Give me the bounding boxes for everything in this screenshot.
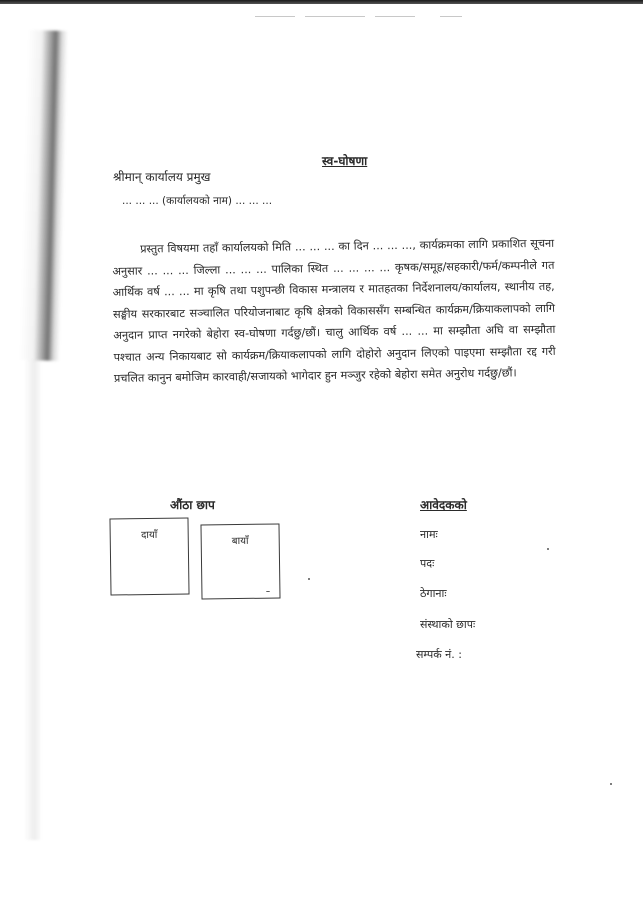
applicant-address-label: ठेगानाः xyxy=(420,587,447,600)
scan-fold-shadow xyxy=(19,30,68,361)
left-thumb-label: बायाँ xyxy=(231,535,249,548)
document-title: स्व-घोषणा xyxy=(322,154,368,168)
scan-speck xyxy=(547,548,549,550)
scan-artifact-line xyxy=(255,16,295,17)
left-thumbprint-box xyxy=(200,523,280,599)
scan-top-edge xyxy=(0,0,643,4)
applicant-position-label: पदः xyxy=(420,557,435,570)
addressee: श्रीमान् कार्यालय प्रमुख xyxy=(113,170,211,184)
thumbprint-title: औंठा छाप xyxy=(170,498,215,512)
scan-artifact-line xyxy=(375,16,415,17)
right-thumb-label: दायाँ xyxy=(140,529,158,542)
applicant-title: आवेदकको xyxy=(420,498,467,512)
scan-speck xyxy=(610,783,612,785)
scan-fold-shadow xyxy=(24,360,42,840)
office-name-line: ... ... ... (कार्यालयको नाम) ... ... ... xyxy=(122,195,273,207)
scan-speck xyxy=(308,578,310,580)
scan-artifact-line xyxy=(305,16,365,17)
declaration-paragraph xyxy=(112,233,556,390)
scan-artifact-line xyxy=(440,16,462,17)
applicant-name-label: नामः xyxy=(420,528,438,541)
right-thumbprint-box xyxy=(109,517,189,595)
declaration-text: प्रस्तुत विषयमा तहाँ कार्यालयको मिति ... ... ... का दिन ... ... ..., कार्यक्रमका लागि प्रकाशित सूचना अनुसार ... ... ... जिल्ला ... ... ... पालिका स्थित ... ... ... ... कृषक/समूह/सहकारी/फर्म/कम्पनीले गत आर्थिक वर्ष ... ... मा कृषि तथा पशुपन्छी विकास मन्त्रालय र मातहतका निर्देशनालय/कार्यालय, स्थानीय तह, सङ्घीय सरकारबाट सञ्चालित परियोजनाबाट कृषि क्षेत्रको विकाससँग सम्बन्धित कार्यक्रम/क्रियाकलापको लागि अनुदान प्राप्त नगरेको बेहोरा स्व-घोषणा गर्दछु/छौं। चालु आर्थिक वर्ष ... ... मा सम्झौता अघि वा सम्झौता पश्चात अन्य निकायबाट सो कार्यक्रम/क्रियाकलापको लागि दोहोरो अनुदान लिएको पाइएमा सम्झौता रद्द गरी प्रचलित कानुन बमोजिम कारवाही/सजायको भागेदार हुन मञ्जुर रहेको बेहोरा समेत अनुरोध गर्दछु/छौं। xyxy=(112,236,556,385)
organization-stamp-label: संस्थाको छापः xyxy=(420,618,476,631)
contact-number-label: सम्पर्क नं. : xyxy=(416,648,462,661)
